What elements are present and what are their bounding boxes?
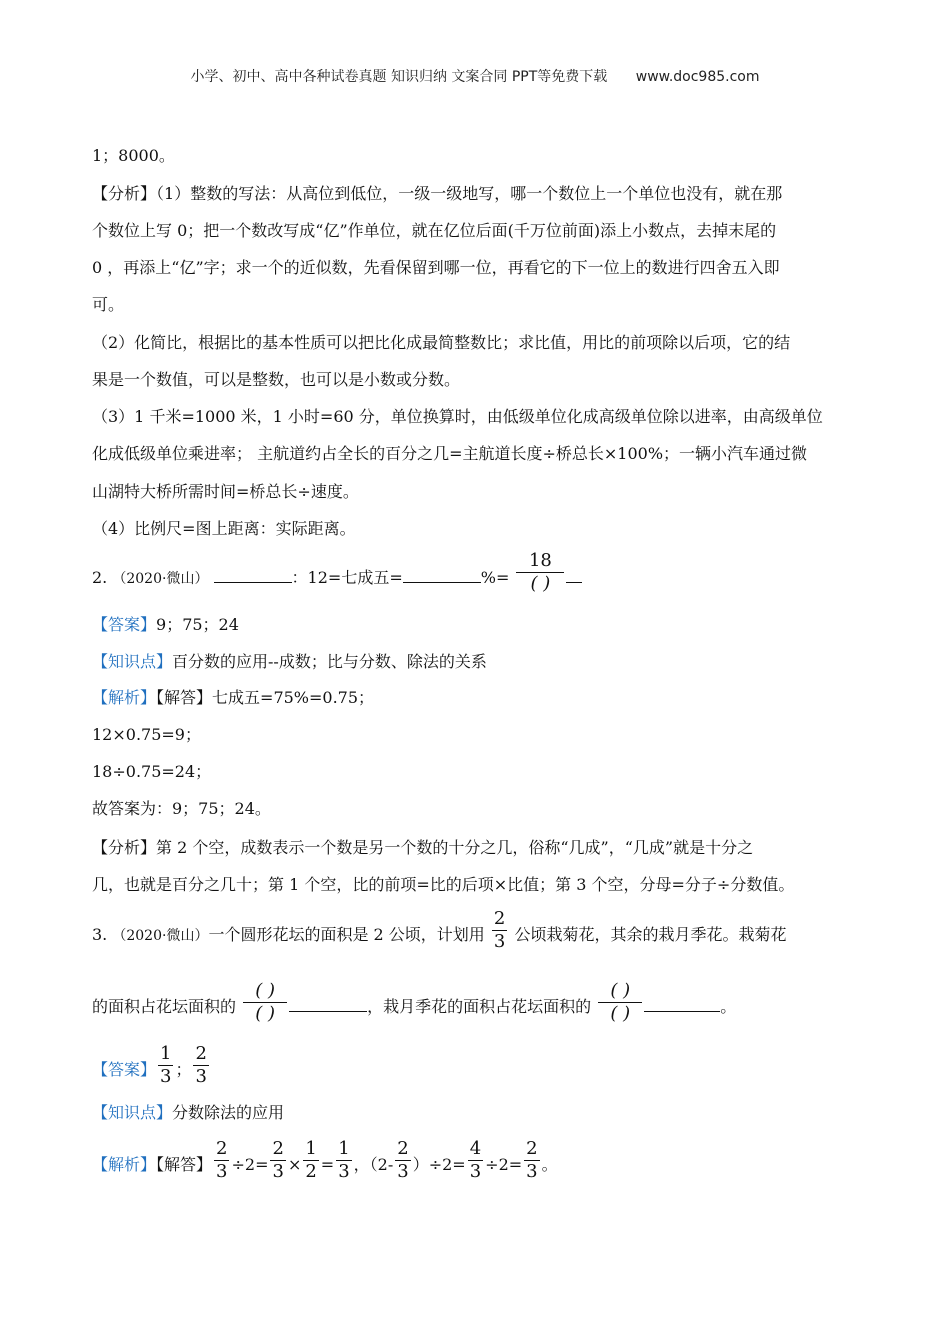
q3-sol-fraction: $\frac{2}{3}$ — [272, 1138, 284, 1182]
q3-sol-fraction: $\frac{2}{3}$ — [397, 1138, 409, 1182]
q2-answer-tag: 【答案】 — [92, 615, 157, 634]
q3-sol-fraction: $\frac{1}{3}$ — [338, 1138, 350, 1182]
q2-solution-line: 12×0.75=9； — [92, 725, 201, 744]
q1-analysis-line: （4）比例尺=图上距离：实际距离。 — [92, 519, 356, 538]
q1-analysis-line: （2）化简比，根据比的基本性质可以把比化成最简整数比；求比值，用比的前项除以后项，它的结 — [92, 333, 791, 352]
q3-stem-fraction: $\frac{2}{3}$ — [493, 908, 506, 952]
q2-blank-3[interactable] — [566, 564, 582, 583]
q1-analysis-line: 果是一个数值，可以是整数，也可以是小数或分数。 — [92, 370, 461, 389]
q3-kp-tag: 【知识点】 — [92, 1103, 173, 1122]
q2-fraction: $\frac{18}{( )}$ — [516, 552, 564, 593]
q2-analysis-tag: 【分析】 — [92, 838, 157, 857]
q2-analysis-line: 几，也就是百分之几十；第 1 个空，比的前项=比的后项×比值；第 3 个空，分母=分子÷分数值。 — [92, 875, 795, 894]
q3-blank-fraction-1: $\frac{( )}{( )}$ — [243, 982, 287, 1023]
q3-answer: 【答案】 $\frac{1}{3}$ ； $\frac{2}{3}$ — [92, 1043, 207, 1087]
q3-sol-fraction: $\frac{1}{2}$ — [305, 1138, 317, 1182]
q3-sol-fraction: $\frac{2}{3}$ — [216, 1138, 228, 1182]
q2-stem: 2. （2020·微山） ：12=七成五= %= $\frac{18}{( )}$ — [92, 564, 582, 593]
q3-answer-fraction: $\frac{2}{3}$ — [195, 1043, 207, 1087]
q3-sol-fraction: $\frac{2}{3}$ — [526, 1138, 538, 1182]
q3-blank-fraction-2: $\frac{( )}{( )}$ — [598, 982, 642, 1023]
q1-analysis-line: 可。 — [92, 295, 125, 314]
q3-blank-2[interactable] — [644, 993, 720, 1012]
q3-source: （2020·微山） — [112, 928, 209, 944]
q3-solution: 【解析】【解答】 $\frac{2}{3}$ ÷2= $\frac{2}{3}$ × $\frac{1}{2}$ = $\frac{1}{3}$ ，（2- $\frac{2}{3}$ ）÷2= $\frac{4}{3}$ ÷2= $\frac{2}{3}$ 。 — [92, 1138, 558, 1182]
q2-blank-2[interactable] — [403, 564, 481, 583]
q2-solution-line: 故答案为：9；75；24。 — [92, 799, 271, 818]
q2-analysis: 【分析】第 2 个空，成数表示一个数是另一个数的十分之几，俗称“几成”，“几成”就是十分之 — [92, 838, 754, 857]
q3-sol-tag: 【解析】 — [92, 1155, 157, 1174]
q3-answer-fraction: $\frac{1}{3}$ — [160, 1043, 172, 1087]
q1-analysis-line: 山湖特大桥所需时间=桥总长÷速度。 — [92, 482, 359, 501]
q2-sol-tag: 【解析】 — [92, 688, 157, 707]
q2-kp-tag: 【知识点】 — [92, 652, 173, 671]
q2-blank-1[interactable] — [214, 564, 292, 583]
q1-analysis-tag: 【分析】 — [92, 184, 157, 203]
q1-analysis-line: 个数位上写 0；把一个数改写成“亿”作单位，就在亿位后面(千万位前面)添上小数点，去掉末尾的 — [92, 221, 777, 240]
q2-source: （2020·微山） — [112, 571, 209, 587]
q1-analysis-line: 0 ，再添上“亿”字；求一个的近似数，先看保留到哪一位，再看它的下一位上的数进行四舍五入即 — [92, 258, 780, 277]
q3-stem: 3. （2020·微山）一个圆形花坛的面积是 2 公顷，计划用 $\frac{2}{3}$ 公顷栽菊花，其余的栽月季花。栽菊花 — [92, 908, 787, 952]
q3-blank-1[interactable] — [289, 993, 367, 1012]
q1-answer-tail: 1；8000。 — [92, 146, 175, 165]
page-header — [0, 66, 950, 86]
q1-analysis-line: （3）1 千米=1000 米，1 小时=60 分，单位换算时，由低级单位化成高级单位除以进率，由高级单位 — [92, 407, 823, 426]
q3-number: 3. — [92, 925, 108, 944]
q3-knowledge-point: 【知识点】分数除法的应用 — [92, 1103, 285, 1122]
q2-number: 2. — [92, 568, 108, 587]
q2-knowledge-point: 【知识点】百分数的应用--成数；比与分数、除法的关系 — [92, 652, 487, 671]
header-title: 小学、初中、高中各种试卷真题 知识归纳 文案合同 PPT等免费下载 — [190, 69, 608, 85]
q2-solution-line: 18÷0.75=24； — [92, 762, 212, 781]
q3-sol-fraction: $\frac{4}{3}$ — [469, 1138, 482, 1182]
q2-answer: 【答案】9；75；24 — [92, 615, 239, 634]
header-site-link[interactable]: www.doc985.com — [635, 69, 760, 85]
q2-solution: 【解析】【解答】七成五=75%=0.75； — [92, 688, 375, 707]
q1-analysis-line: 【分析】（1）整数的写法：从高位到低位，一级一级地写，哪一个数位上一个单位也没有，就在那 — [92, 184, 783, 203]
q3-stem-line-2: 的面积占花坛面积的 $\frac{( )}{( )}$ ，栽月季花的面积占花坛面积的 $\frac{( )}{( )}$ 。 — [92, 980, 737, 1024]
q3-answer-tag: 【答案】 — [92, 1060, 157, 1079]
q1-analysis-line: 化成低级单位乘进率； 主航道约占全长的百分之几=主航道长度÷桥总长×100%；一辆小汽车通过微 — [92, 444, 808, 463]
